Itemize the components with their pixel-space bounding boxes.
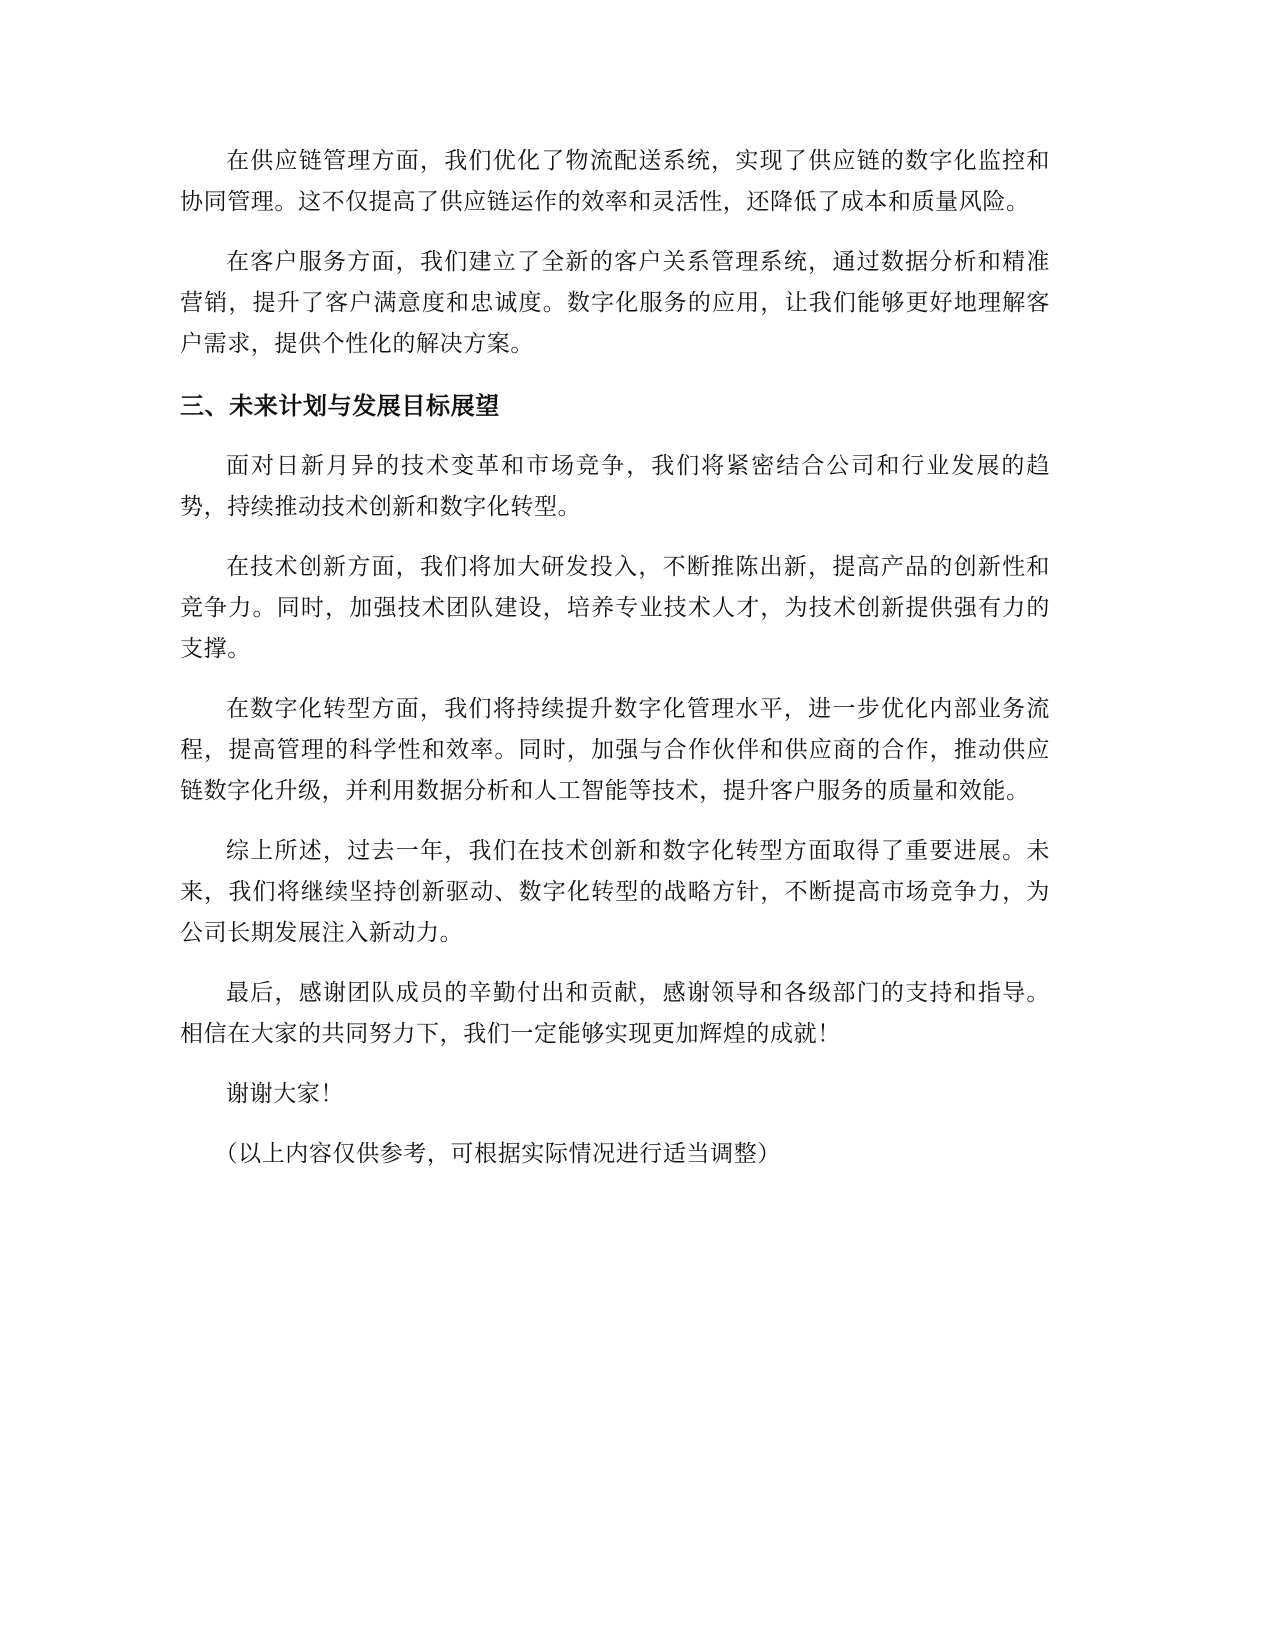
document-body [180,141,1050,1175]
paragraph-tech-innovation: 在技术创新方面，我们将加大研发投入，不断推陈出新，提高产品的创新性和竞争力。同时，加强技术团队建设，培养专业技术人才，为技术创新提供强有力的支撑。 [180,554,1050,662]
paragraph-thanks: 最后，感谢团队成员的辛勤付出和贡献，感谢领导和各级部门的支持和指导。相信在大家的共同努力下，我们一定能够实现更加辉煌的成就！ [180,980,1050,1047]
paragraph-digital-transformation: 在数字化转型方面，我们将持续提升数字化管理水平，进一步优化内部业务流程，提高管理的科学性和效率。同时，加强与合作伙伴和供应商的合作，推动供应链数字化升级，并利用数据分析和人工智能等技术，提升客户服务的质量和效能。 [180,696,1050,804]
paragraph-summary: 综上所述，过去一年，我们在技术创新和数字化转型方面取得了重要进展。未来，我们将继续坚持创新驱动、数字化转型的战略方针，不断提高市场竞争力，为公司长期发展注入新动力。 [180,838,1050,946]
paragraph-closing: 谢谢大家！ [226,1081,344,1107]
paragraph-supply-chain: 在供应链管理方面，我们优化了物流配送系统，实现了供应链的数字化监控和协同管理。这不仅提高了供应链运作的效率和灵活性，还降低了成本和质量风险。 [180,148,1050,215]
reference-note: （以上内容仅供参考，可根据实际情况进行适当调整） [214,1141,781,1167]
paragraph-customer-service: 在客户服务方面，我们建立了全新的客户关系管理系统，通过数据分析和精准营销，提升了客户满意度和忠诚度。数字化服务的应用，让我们能够更好地理解客户需求，提供个性化的解决方案。 [180,249,1050,357]
paragraph-outlook-intro: 面对日新月异的技术变革和市场竞争，我们将紧密结合公司和行业发展的趋势，持续推动技术创新和数字化转型。 [180,453,1050,520]
section-heading: 三、未来计划与发展目标展望 [180,392,500,420]
